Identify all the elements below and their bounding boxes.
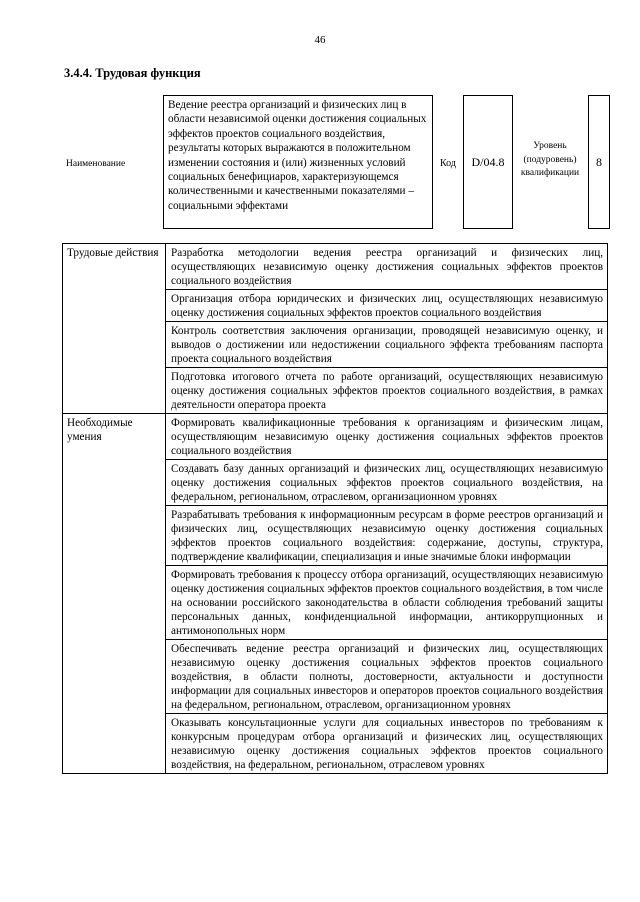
labor-action-item: Разработка методологии ведения реестра организаций и физических лиц, осуществляющих независимую оценку достижения социальных эффектов проектов социального воздействия (166, 244, 608, 290)
name-label: Наименование (66, 159, 126, 169)
code-label: Код (440, 158, 456, 169)
page-number: 46 (314, 34, 326, 46)
labor-action-item: Подготовка итогового отчета по работе организаций, осуществляющих независимую оценку достижения социальных эффектов проектов социального воздействия, в рамках деятельности оператора проекта (166, 368, 608, 414)
labor-actions-label: Трудовые действия (63, 244, 166, 414)
required-skill-item: Формировать требования к процессу отбора организаций, осуществляющих независимую оценку достижения социальных эффектов проектов социального воздействия, в том числе на основании российского законодательства в области соблюдения требований защиты персональных данных, конфиденциальной информации, антикоррупционных и антимонопольных норм (166, 566, 608, 640)
required-skills-label: Необходимые умения (63, 414, 166, 774)
labor-action-item: Организация отбора юридических и физических лиц, осуществляющих независимую оценку достижения социальных эффектов проектов социального воздействия (166, 290, 608, 322)
qualification-level-value: 8 (588, 95, 610, 229)
table-row (63, 414, 608, 460)
function-details-table (62, 243, 608, 774)
section-title: 3.4.4. Трудовая функция (64, 66, 201, 80)
required-skill-item: Создавать базу данных организаций и физических лиц, осуществляющих независимую оценку достижения социальных эффектов проектов социального воздействия, на федеральном, региональном, отраслевом, организационном уровнях (166, 460, 608, 506)
required-skill-item: Оказывать консультационные услуги для социальных инвесторов по требованиям к конкурсным процедурам отбора организаций и физических лиц, осуществляющих независимую оценку достижения социальных эффектов проектов социального воздействия, на федеральном, региональном, отраслевом уровнях (166, 714, 608, 774)
labor-action-item: Контроль соответствия заключения организации, проводящей независимую оценку, и выводов о достижении или недостижении социального эффекта требованиям паспорта проекта социального воздействия (166, 322, 608, 368)
required-skill-item: Обеспечивать ведение реестра организаций и физических лиц, осуществляющих независимую оценку достижения социальных эффектов проектов социального воздействия, в области полноты, достоверности, актуальности и доступности информации для социальных инвесторов и операторов проектов социального воздействия на федеральном, региональном, отраслевом, организационном уровнях (166, 640, 608, 714)
table-row (63, 244, 608, 290)
required-skill-item: Формировать квалификационные требования к организациям и физическим лицам, осуществляющим независимую оценку достижения социальных эффектов проектов социального воздействия (166, 414, 608, 460)
qualification-level-label: Уровень (подуровень) квалификации (520, 141, 580, 178)
function-name-value: Ведение реестра организаций и физических лиц в области независимой оценки достижения социальных эффектов проектов социального воздействия, результаты которых выражаются в положительном изменении состояния и (или) жизненных условий социальных бенефициаров, характеризующемся количественными и качественными показателями – социальными эффектами (163, 95, 433, 229)
required-skill-item: Разрабатывать требования к информационным ресурсам в форме реестров организаций и физических лиц, осуществляющих независимую оценку достижения социальных эффектов проектов социального воздействия: содержание, доступы, структура, подтверждение квалификации, специализация и иные значимые блоки информации (166, 506, 608, 566)
code-value: D/04.8 (463, 95, 513, 229)
